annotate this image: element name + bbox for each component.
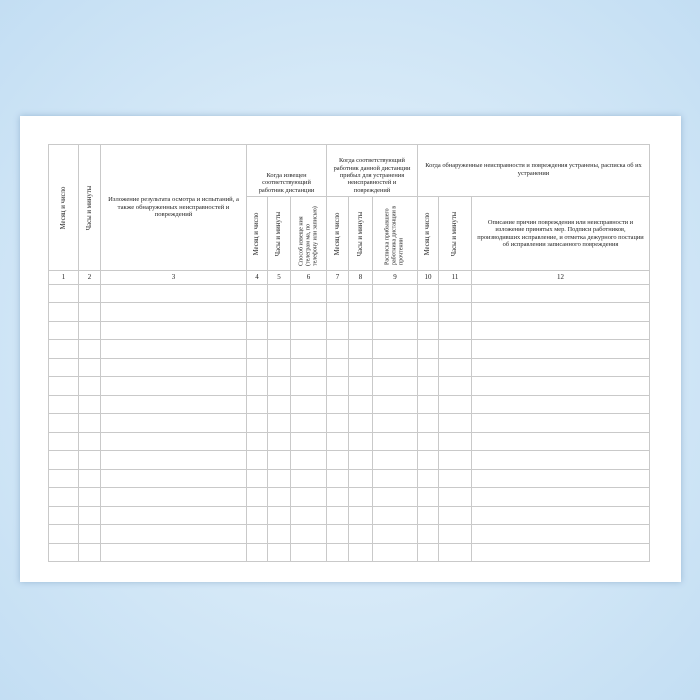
- table-cell[interactable]: [247, 525, 268, 544]
- table-cell[interactable]: [327, 470, 349, 488]
- table-cell[interactable]: [101, 451, 247, 470]
- table-cell[interactable]: [418, 507, 439, 525]
- table-cell[interactable]: [291, 414, 327, 433]
- table-row: [49, 322, 650, 340]
- table-cell[interactable]: [349, 544, 373, 562]
- table-cell[interactable]: [268, 488, 291, 507]
- table-cell[interactable]: [349, 433, 373, 451]
- table-cell[interactable]: [327, 303, 349, 322]
- table-cell[interactable]: [101, 488, 247, 507]
- table-cell[interactable]: [268, 303, 291, 322]
- table-cell[interactable]: [291, 525, 327, 544]
- table-cell[interactable]: [439, 451, 472, 470]
- table-cell[interactable]: [418, 396, 439, 414]
- table-cell[interactable]: [472, 322, 650, 340]
- table-cell[interactable]: [49, 340, 79, 359]
- table-cell[interactable]: [247, 544, 268, 562]
- table-cell[interactable]: [79, 340, 101, 359]
- table-cell[interactable]: [268, 433, 291, 451]
- table-cell[interactable]: [291, 303, 327, 322]
- table-cell[interactable]: [349, 525, 373, 544]
- column-number: 11: [439, 271, 472, 285]
- table-cell[interactable]: [418, 285, 439, 303]
- table-cell[interactable]: [291, 488, 327, 507]
- table-cell[interactable]: [439, 488, 472, 507]
- column-number-row: [49, 271, 650, 285]
- table-row: [49, 414, 650, 433]
- table-cell[interactable]: [268, 544, 291, 562]
- table-cell[interactable]: [373, 359, 418, 377]
- table-cell[interactable]: [472, 525, 650, 544]
- table-cell[interactable]: [291, 377, 327, 396]
- table-cell[interactable]: [418, 525, 439, 544]
- table-cell[interactable]: [472, 340, 650, 359]
- table-cell[interactable]: [349, 303, 373, 322]
- table-cell[interactable]: [79, 544, 101, 562]
- table-cell[interactable]: [291, 359, 327, 377]
- table-cell[interactable]: [418, 414, 439, 433]
- table-cell[interactable]: [101, 544, 247, 562]
- table-row: [49, 507, 650, 525]
- table-cell[interactable]: [349, 285, 373, 303]
- table-cell[interactable]: [49, 303, 79, 322]
- table-cell[interactable]: [291, 285, 327, 303]
- table-cell[interactable]: [247, 322, 268, 340]
- table-cell[interactable]: [373, 340, 418, 359]
- table-cell[interactable]: [472, 544, 650, 562]
- table-cell[interactable]: [472, 303, 650, 322]
- table-cell[interactable]: [79, 396, 101, 414]
- table-cell[interactable]: [268, 285, 291, 303]
- header-repair-description: Описание причин повреждения или неисправности и изложение принятых мер. Подписи работников, производивших исправление, и отметка дежурного постации об исправлении записанного повреждения: [472, 197, 650, 271]
- table-cell[interactable]: [101, 525, 247, 544]
- table-cell[interactable]: [349, 396, 373, 414]
- table-cell[interactable]: [373, 451, 418, 470]
- table-cell[interactable]: [327, 488, 349, 507]
- column-number: 3: [101, 271, 247, 285]
- table-cell[interactable]: [268, 470, 291, 488]
- table-cell[interactable]: [327, 322, 349, 340]
- table-cell[interactable]: [349, 377, 373, 396]
- table-cell[interactable]: [247, 285, 268, 303]
- header-row-groups: [49, 145, 650, 197]
- header-hours-minutes: Часы и минуты: [79, 145, 101, 271]
- table-cell[interactable]: [247, 303, 268, 322]
- table-cell[interactable]: [247, 433, 268, 451]
- table-cell[interactable]: [268, 340, 291, 359]
- table-cell[interactable]: [247, 396, 268, 414]
- table-cell[interactable]: [79, 285, 101, 303]
- table-cell[interactable]: [418, 322, 439, 340]
- table-cell[interactable]: [439, 470, 472, 488]
- table-cell[interactable]: [79, 359, 101, 377]
- table-row: [49, 303, 650, 322]
- table-cell[interactable]: [418, 433, 439, 451]
- table-cell[interactable]: [327, 507, 349, 525]
- table-cell[interactable]: [373, 525, 418, 544]
- table-cell[interactable]: [439, 544, 472, 562]
- table-cell[interactable]: [101, 285, 247, 303]
- table-cell[interactable]: [373, 507, 418, 525]
- column-number: 7: [327, 271, 349, 285]
- table-cell[interactable]: [268, 525, 291, 544]
- table-cell[interactable]: [327, 285, 349, 303]
- header-arrival-receipt: Расписка прибывшего работника дистанции в прочтении: [373, 197, 418, 271]
- table-cell[interactable]: [49, 488, 79, 507]
- table-cell[interactable]: [268, 507, 291, 525]
- table-cell[interactable]: [439, 507, 472, 525]
- column-number: 12: [472, 271, 650, 285]
- header-arrived-group: Когда соответствующий работник данной дистанции прибыл для устранения неисправностей и повреждений: [327, 145, 418, 197]
- table-cell[interactable]: [349, 488, 373, 507]
- table-cell[interactable]: [247, 451, 268, 470]
- table-row: [49, 377, 650, 396]
- table-row: [49, 525, 650, 544]
- table-cell[interactable]: [349, 451, 373, 470]
- table-cell[interactable]: [247, 414, 268, 433]
- table-row: [49, 470, 650, 488]
- table-cell[interactable]: [439, 433, 472, 451]
- table-cell[interactable]: [373, 433, 418, 451]
- table-cell[interactable]: [327, 451, 349, 470]
- table-cell[interactable]: [49, 322, 79, 340]
- column-number: 8: [349, 271, 373, 285]
- table-cell[interactable]: [247, 359, 268, 377]
- table-cell[interactable]: [439, 285, 472, 303]
- table-cell[interactable]: [439, 340, 472, 359]
- table-cell[interactable]: [101, 359, 247, 377]
- table-cell[interactable]: [291, 396, 327, 414]
- header-notification-method: Способ извеще ния (телеграм ма, по телефону или записью): [291, 197, 327, 271]
- table-cell[interactable]: [49, 396, 79, 414]
- table-cell[interactable]: [49, 359, 79, 377]
- header-fixed-month-day: Месяц и число: [418, 197, 439, 271]
- table-cell[interactable]: [49, 507, 79, 525]
- table-cell[interactable]: [49, 544, 79, 562]
- table-cell[interactable]: [79, 433, 101, 451]
- table-cell[interactable]: [373, 303, 418, 322]
- header-notified-group: Когда извещен соответствующий работник дистанции: [247, 145, 327, 197]
- table-cell[interactable]: [247, 488, 268, 507]
- table-cell[interactable]: [349, 507, 373, 525]
- column-number: 1: [49, 271, 79, 285]
- column-number: 9: [373, 271, 418, 285]
- table-cell[interactable]: [49, 414, 79, 433]
- table-cell[interactable]: [291, 507, 327, 525]
- table-cell[interactable]: [327, 340, 349, 359]
- table-cell[interactable]: [79, 507, 101, 525]
- table-cell[interactable]: [101, 470, 247, 488]
- table-cell[interactable]: [101, 433, 247, 451]
- table-cell[interactable]: [373, 470, 418, 488]
- table-cell[interactable]: [418, 488, 439, 507]
- table-cell[interactable]: [268, 359, 291, 377]
- table-cell[interactable]: [101, 414, 247, 433]
- table-cell[interactable]: [418, 340, 439, 359]
- table-cell[interactable]: [418, 377, 439, 396]
- table-cell[interactable]: [418, 470, 439, 488]
- table-row: [49, 451, 650, 470]
- table-cell[interactable]: [268, 322, 291, 340]
- table-cell[interactable]: [472, 285, 650, 303]
- header-notified-hours-minutes: Часы и минуты: [268, 197, 291, 271]
- table-row: [49, 488, 650, 507]
- table-cell[interactable]: [439, 359, 472, 377]
- table-cell[interactable]: [439, 414, 472, 433]
- table-cell[interactable]: [418, 451, 439, 470]
- header-notified-month-day: Месяц и число: [247, 197, 268, 271]
- table-cell[interactable]: [472, 507, 650, 525]
- log-table: [48, 144, 650, 562]
- header-fixed-group: Когда обнаруженные неисправности и повреждения устранены, расписка об их устранении: [418, 145, 650, 197]
- table-row: [49, 433, 650, 451]
- table-cell[interactable]: [79, 414, 101, 433]
- table-cell[interactable]: [291, 340, 327, 359]
- table-row: [49, 285, 650, 303]
- table-cell[interactable]: [291, 433, 327, 451]
- table-cell[interactable]: [373, 396, 418, 414]
- table-cell[interactable]: [327, 414, 349, 433]
- table-cell[interactable]: [79, 303, 101, 322]
- table-cell[interactable]: [79, 488, 101, 507]
- table-cell[interactable]: [79, 322, 101, 340]
- table-cell[interactable]: [349, 414, 373, 433]
- table-cell[interactable]: [439, 377, 472, 396]
- table-cell[interactable]: [268, 396, 291, 414]
- table-row: [49, 340, 650, 359]
- table-cell[interactable]: [49, 377, 79, 396]
- header-fixed-hours-minutes: Часы и минуты: [439, 197, 472, 271]
- table-cell[interactable]: [101, 322, 247, 340]
- table-cell[interactable]: [327, 544, 349, 562]
- table-cell[interactable]: [439, 322, 472, 340]
- column-number: 4: [247, 271, 268, 285]
- table-cell[interactable]: [101, 507, 247, 525]
- table-cell[interactable]: [268, 377, 291, 396]
- table-cell[interactable]: [472, 396, 650, 414]
- table-cell[interactable]: [291, 544, 327, 562]
- table-cell[interactable]: [327, 377, 349, 396]
- table-cell[interactable]: [79, 525, 101, 544]
- header-arrived-hours-minutes: Часы и минуты: [349, 197, 373, 271]
- table-cell[interactable]: [472, 451, 650, 470]
- table-cell[interactable]: [472, 359, 650, 377]
- column-number: 10: [418, 271, 439, 285]
- table-cell[interactable]: [373, 414, 418, 433]
- table-cell[interactable]: [373, 377, 418, 396]
- table-cell[interactable]: [49, 525, 79, 544]
- table-cell[interactable]: [79, 470, 101, 488]
- table-cell[interactable]: [327, 396, 349, 414]
- table-cell[interactable]: [49, 433, 79, 451]
- table-cell[interactable]: [79, 377, 101, 396]
- table-cell[interactable]: [373, 488, 418, 507]
- table-cell[interactable]: [49, 285, 79, 303]
- table-cell[interactable]: [418, 303, 439, 322]
- table-cell[interactable]: [268, 414, 291, 433]
- header-inspection-result: Изложение результата осмотра и испытаний, а также обнаруженных неисправностей и повреждений: [101, 145, 247, 271]
- table-cell[interactable]: [247, 377, 268, 396]
- column-number: 5: [268, 271, 291, 285]
- table-cell[interactable]: [101, 396, 247, 414]
- table-cell[interactable]: [268, 451, 291, 470]
- header-arrived-month-day: Месяц и число: [327, 197, 349, 271]
- table-cell[interactable]: [439, 525, 472, 544]
- table-cell[interactable]: [472, 414, 650, 433]
- table-cell[interactable]: [247, 507, 268, 525]
- table-cell[interactable]: [247, 470, 268, 488]
- table-cell[interactable]: [291, 470, 327, 488]
- table-cell[interactable]: [472, 377, 650, 396]
- table-row: [49, 359, 650, 377]
- table-cell[interactable]: [439, 396, 472, 414]
- table-cell[interactable]: [327, 433, 349, 451]
- table-cell[interactable]: [418, 544, 439, 562]
- table-cell[interactable]: [349, 322, 373, 340]
- table-cell[interactable]: [349, 359, 373, 377]
- column-number: 6: [291, 271, 327, 285]
- table-cell[interactable]: [247, 340, 268, 359]
- table-cell[interactable]: [418, 359, 439, 377]
- table-cell[interactable]: [373, 544, 418, 562]
- table-cell[interactable]: [49, 451, 79, 470]
- table-row: [49, 396, 650, 414]
- table-row: [49, 544, 650, 562]
- table-cell[interactable]: [439, 303, 472, 322]
- table-cell[interactable]: [373, 322, 418, 340]
- column-number: 2: [79, 271, 101, 285]
- table-cell[interactable]: [101, 340, 247, 359]
- table-cell[interactable]: [472, 470, 650, 488]
- table-cell[interactable]: [291, 451, 327, 470]
- table-cell[interactable]: [291, 322, 327, 340]
- header-month-day: Месяц и число: [49, 145, 79, 271]
- table-cell[interactable]: [101, 303, 247, 322]
- table-cell[interactable]: [373, 285, 418, 303]
- table-cell[interactable]: [472, 433, 650, 451]
- table-cell[interactable]: [327, 525, 349, 544]
- table-cell[interactable]: [349, 340, 373, 359]
- table-cell[interactable]: [472, 488, 650, 507]
- table-cell[interactable]: [327, 359, 349, 377]
- table-cell[interactable]: [349, 470, 373, 488]
- table-cell[interactable]: [49, 470, 79, 488]
- table-cell[interactable]: [101, 377, 247, 396]
- table-cell[interactable]: [79, 451, 101, 470]
